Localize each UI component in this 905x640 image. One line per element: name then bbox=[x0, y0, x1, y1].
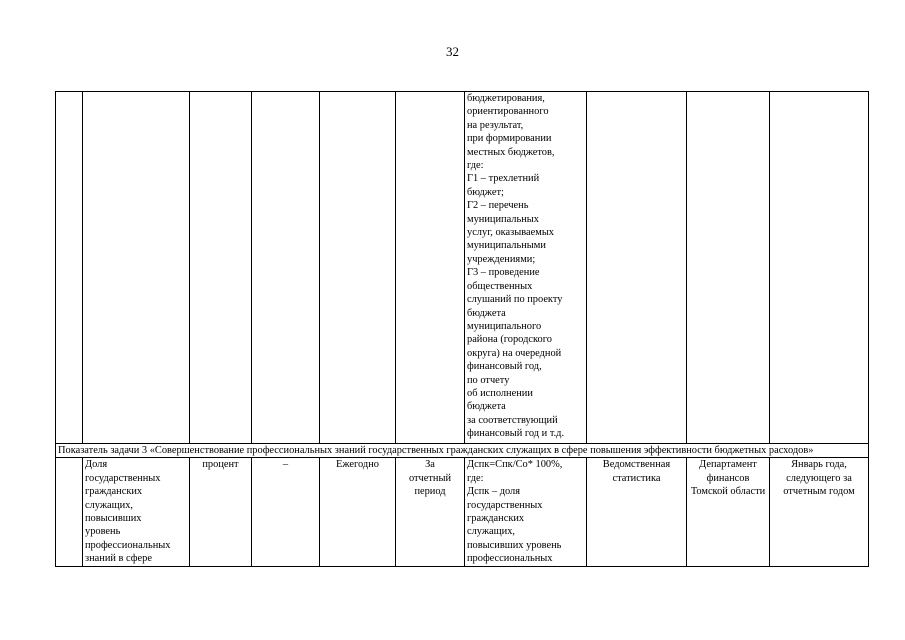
formula-line: Г3 – проведение bbox=[467, 267, 540, 279]
formula-line: Г2 – перечень bbox=[467, 200, 529, 212]
cell-frequency bbox=[320, 92, 396, 444]
formula-line: об исполнении bbox=[467, 387, 533, 399]
formula-line: муниципальными bbox=[467, 240, 546, 252]
formula-line: округа) на очередной bbox=[467, 347, 562, 359]
page-number: 32 bbox=[446, 44, 459, 59]
indicator-name-line: профессиональных bbox=[85, 539, 171, 551]
cell-number bbox=[56, 458, 83, 566]
formula-line: профессиональных bbox=[467, 553, 553, 565]
formula-line: Дспк – доля bbox=[467, 486, 521, 498]
formula-line: учреждениями; bbox=[467, 253, 536, 265]
formula-line: финансовый год, bbox=[467, 361, 542, 373]
formula-line: бюджета bbox=[467, 401, 506, 413]
period-line: За bbox=[425, 459, 435, 471]
indicator-name-line: гражданских bbox=[85, 486, 143, 498]
formula-line: повысивших уровень bbox=[467, 539, 562, 551]
formula-line: гражданских bbox=[467, 513, 525, 525]
period-line: период bbox=[414, 486, 446, 498]
cell-formula bbox=[465, 458, 587, 566]
indicator-name-line: Доля bbox=[85, 459, 108, 471]
formula-line: за соответствующий bbox=[467, 414, 558, 426]
cell-deadline bbox=[770, 92, 869, 444]
formula-line: общественных bbox=[467, 280, 533, 292]
formula-line: по отчету bbox=[467, 374, 510, 386]
formula-line: услуг, оказываемых bbox=[467, 227, 554, 239]
cell-frequency: Ежегодно bbox=[320, 458, 396, 566]
indicator-name-line: государственных bbox=[85, 472, 161, 484]
cell-unit bbox=[190, 92, 252, 444]
formula-line: муниципальных bbox=[467, 213, 539, 225]
formula-line: Г1 – трехлетний bbox=[467, 173, 540, 185]
continuation-row bbox=[56, 92, 869, 444]
formula-line: при формировании bbox=[467, 133, 552, 145]
formula-line: где: bbox=[467, 160, 484, 172]
cell-period bbox=[396, 92, 465, 444]
task-header-row bbox=[56, 444, 869, 458]
cell-unit: процент bbox=[190, 458, 252, 566]
cell-deadline: Январь года, следующего за отчетным годом bbox=[770, 458, 869, 566]
formula-line: бюджет; bbox=[467, 186, 504, 198]
formula-line: служащих, bbox=[467, 526, 516, 538]
formula-line: района (городского bbox=[467, 334, 552, 346]
formula-line: финансовый год и т.д. bbox=[467, 428, 565, 440]
cell-period bbox=[396, 458, 465, 566]
indicator-table bbox=[55, 91, 869, 567]
formula-line: слушаний по проекту bbox=[467, 294, 563, 306]
cell-indicator-name bbox=[83, 458, 190, 566]
formula-line: государственных bbox=[467, 499, 543, 511]
formula-line: ориентированного bbox=[467, 106, 549, 118]
formula-line: где: bbox=[467, 472, 484, 484]
formula-line: муниципального bbox=[467, 320, 542, 332]
formula-line: бюджета bbox=[467, 307, 506, 319]
task-header: Показатель задачи 3 «Совершенствование профессиональных знаний государственных гражданских служащих в сфере повышения эффективности бюджетных расходов» bbox=[56, 444, 869, 458]
cell-responsible: Департамент финансов Томской области bbox=[687, 458, 770, 566]
cell-definition bbox=[252, 92, 320, 444]
indicator-name-line: знаний в сфере bbox=[85, 553, 152, 565]
indicator-row bbox=[56, 458, 869, 566]
cell-responsible bbox=[687, 92, 770, 444]
cell-formula bbox=[465, 92, 587, 444]
cell-number bbox=[56, 92, 83, 444]
formula-line: на результат, bbox=[467, 119, 524, 131]
cell-source: Ведомственная статистика bbox=[587, 458, 687, 566]
cell-definition: – bbox=[252, 458, 320, 566]
cell-indicator-name bbox=[83, 92, 190, 444]
indicator-name-line: повысивших bbox=[85, 513, 142, 525]
period-line: отчетный bbox=[408, 472, 452, 484]
formula-line: Дспк=Спк/Со* 100%, bbox=[467, 459, 563, 471]
formula-line: бюджетирования, bbox=[467, 93, 545, 104]
formula-line: местных бюджетов, bbox=[467, 146, 555, 158]
indicator-name-line: служащих, bbox=[85, 499, 134, 511]
cell-source bbox=[587, 92, 687, 444]
indicator-name-line: уровень bbox=[85, 526, 121, 538]
